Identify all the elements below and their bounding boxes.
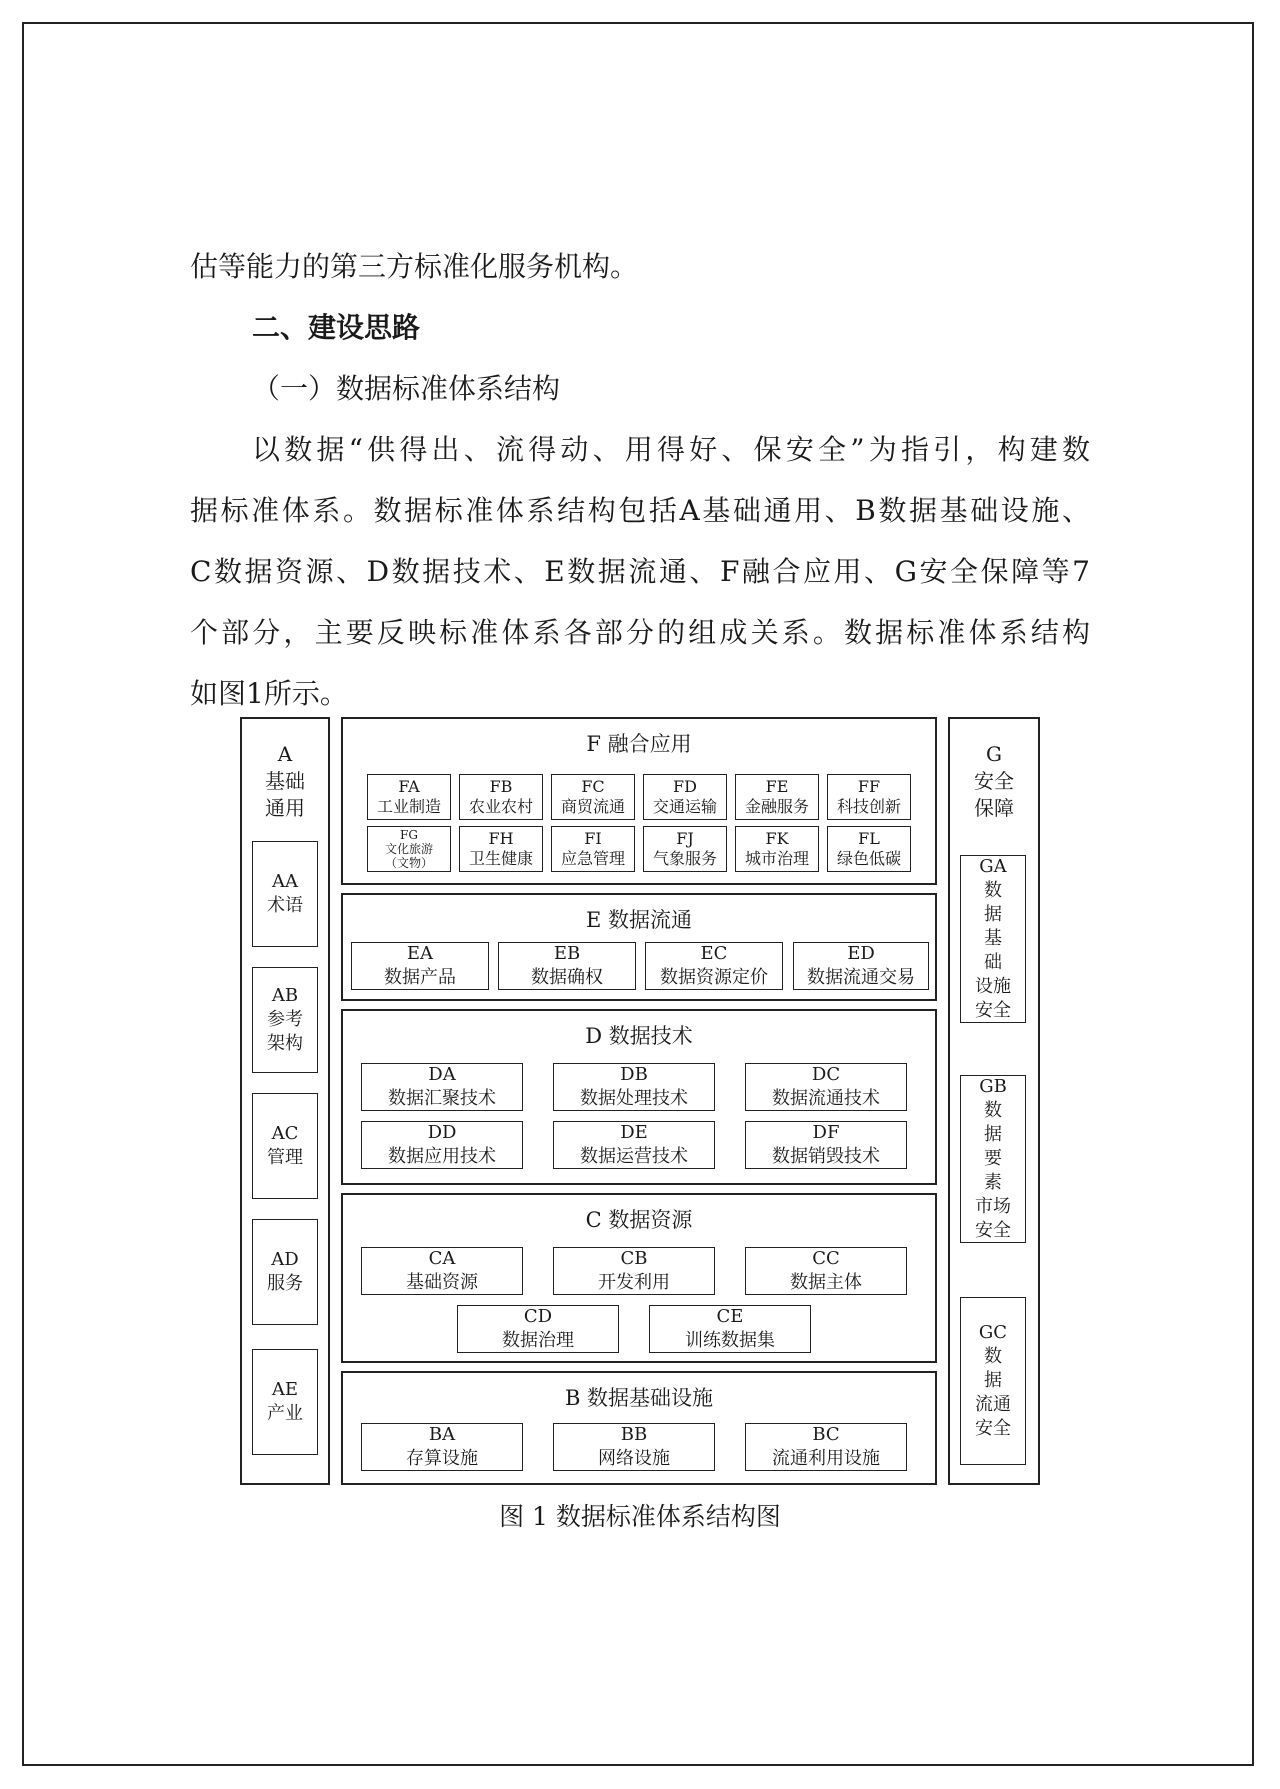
item-label: 数据主体 bbox=[790, 1272, 862, 1293]
section-e-title: E 数据流通 bbox=[585, 908, 692, 932]
item-ga bbox=[960, 855, 1026, 1023]
section-c-data-resources bbox=[341, 1193, 937, 1363]
item-ab bbox=[252, 967, 318, 1073]
item-label: 流通 bbox=[975, 1394, 1011, 1415]
f-item bbox=[643, 826, 727, 872]
section-g-title bbox=[950, 741, 1038, 822]
item-label: 工业制造 bbox=[376, 797, 441, 816]
f-item bbox=[367, 826, 451, 872]
figure-caption: 图 1 数据标准体系结构图 bbox=[499, 1502, 781, 1531]
section-c-title: C 数据资源 bbox=[585, 1208, 693, 1232]
paragraph-line: 估等能力的第三方标准化服务机构。 bbox=[190, 250, 639, 283]
item-dc bbox=[745, 1063, 907, 1111]
item-eb bbox=[498, 942, 636, 990]
item-bb bbox=[553, 1423, 715, 1471]
item-label: （文物） bbox=[384, 856, 433, 870]
item-da bbox=[361, 1063, 523, 1111]
item-code: FD bbox=[673, 777, 697, 796]
section-f-integrated-application bbox=[341, 717, 937, 885]
item-label: 数据汇聚技术 bbox=[388, 1088, 496, 1109]
item-df bbox=[745, 1121, 907, 1169]
item-label: 文化旅游 bbox=[384, 842, 433, 856]
f-item bbox=[735, 774, 819, 820]
item-label: 交通运输 bbox=[652, 797, 717, 816]
item-code: EC bbox=[700, 943, 728, 964]
item-code: CD bbox=[523, 1306, 553, 1327]
item-code: DC bbox=[811, 1064, 841, 1085]
item-code: DB bbox=[620, 1064, 648, 1085]
paragraph-line: C数据资源、D数据技术、E数据流通、F融合应用、G安全保障等7 bbox=[190, 555, 1090, 588]
section-heading: 二、建设思路 bbox=[252, 311, 421, 344]
section-b-title: B 数据基础设施 bbox=[564, 1386, 714, 1410]
section-e-data-circulation bbox=[341, 893, 937, 1001]
item-code: FG bbox=[400, 828, 418, 842]
title-line: A bbox=[277, 742, 293, 766]
f-item bbox=[827, 774, 911, 820]
item-label: 据 bbox=[984, 1370, 1002, 1391]
item-label: 基 bbox=[984, 928, 1002, 949]
item-ca bbox=[361, 1247, 523, 1295]
item-ad bbox=[252, 1219, 318, 1325]
item-code: CC bbox=[812, 1248, 840, 1269]
f-item bbox=[643, 774, 727, 820]
item-code: FC bbox=[581, 777, 605, 796]
item-code: DD bbox=[427, 1122, 457, 1143]
f-item bbox=[551, 774, 635, 820]
item-ae bbox=[252, 1349, 318, 1455]
item-label: 商贸流通 bbox=[560, 797, 625, 816]
item-label: 城市治理 bbox=[744, 849, 809, 868]
item-label: 设施 bbox=[975, 976, 1011, 997]
item-code: FF bbox=[857, 777, 881, 796]
item-code: EB bbox=[553, 943, 581, 964]
item-code: AA bbox=[272, 871, 298, 892]
item-dd bbox=[361, 1121, 523, 1169]
item-ce bbox=[649, 1305, 811, 1353]
item-label: 础 bbox=[984, 952, 1002, 973]
item-label: 参考 bbox=[267, 1009, 303, 1030]
item-db bbox=[553, 1063, 715, 1111]
item-label: 气象服务 bbox=[652, 849, 717, 868]
item-bc bbox=[745, 1423, 907, 1471]
item-code: CE bbox=[716, 1306, 744, 1327]
item-label: 网络设施 bbox=[598, 1448, 670, 1469]
title-line: 通用 bbox=[265, 796, 305, 820]
f-item bbox=[367, 774, 451, 820]
item-code: CB bbox=[620, 1248, 648, 1269]
item-cb bbox=[553, 1247, 715, 1295]
item-label: 安全 bbox=[975, 1220, 1011, 1241]
item-code: DA bbox=[428, 1064, 456, 1085]
item-label: 数据流通交易 bbox=[807, 967, 915, 988]
f-item bbox=[551, 826, 635, 872]
item-label: 市场 bbox=[975, 1196, 1011, 1217]
item-code: BA bbox=[428, 1424, 456, 1445]
item-code: ED bbox=[847, 943, 875, 964]
item-code: EA bbox=[406, 943, 434, 964]
item-code: DF bbox=[812, 1122, 840, 1143]
item-label: 数据流通技术 bbox=[772, 1088, 880, 1109]
item-label: 科技创新 bbox=[836, 797, 901, 816]
item-code: AC bbox=[271, 1123, 299, 1144]
item-label: 要 bbox=[984, 1148, 1002, 1169]
item-code: FI bbox=[584, 829, 602, 848]
item-label: 数据产品 bbox=[384, 967, 456, 988]
item-label: 农业农村 bbox=[468, 797, 533, 816]
item-aa bbox=[252, 841, 318, 947]
item-label: 服务 bbox=[267, 1273, 303, 1294]
item-ea bbox=[351, 942, 489, 990]
f-item bbox=[735, 826, 819, 872]
item-code: DE bbox=[620, 1122, 648, 1143]
paragraph-line: 如图1所示。 bbox=[190, 677, 348, 710]
item-label: 管理 bbox=[267, 1147, 303, 1168]
item-label: 数 bbox=[984, 1346, 1002, 1367]
f-item bbox=[459, 826, 543, 872]
section-b-data-infrastructure bbox=[341, 1371, 937, 1485]
item-cc bbox=[745, 1247, 907, 1295]
item-cd bbox=[457, 1305, 619, 1353]
item-label: 数据运营技术 bbox=[580, 1146, 688, 1167]
item-label: 数据治理 bbox=[502, 1330, 574, 1351]
item-code: AD bbox=[271, 1249, 299, 1270]
item-label: 数据资源定价 bbox=[660, 967, 768, 988]
item-code: AB bbox=[271, 985, 299, 1006]
item-code: FE bbox=[765, 777, 789, 796]
item-label: 开发利用 bbox=[598, 1272, 670, 1293]
item-label: 绿色低碳 bbox=[836, 849, 901, 868]
title-line: 安全 bbox=[974, 769, 1014, 793]
paragraph-line: 据标准体系。数据标准体系结构包括A基础通用、B数据基础设施、 bbox=[190, 494, 1090, 527]
section-a-basic-general bbox=[240, 717, 330, 1485]
f-item bbox=[459, 774, 543, 820]
paragraph-line: 个部分，主要反映标准体系各部分的组成关系。数据标准体系结构 bbox=[190, 616, 1090, 649]
item-label: 数据应用技术 bbox=[388, 1146, 496, 1167]
item-label: 产业 bbox=[267, 1403, 303, 1424]
section-g-security bbox=[948, 717, 1040, 1485]
paragraph-line: 以数据“供得出、流得动、用得好、保安全”为指引，构建数 bbox=[252, 433, 1090, 466]
item-label: 数据确权 bbox=[531, 967, 603, 988]
item-code: GC bbox=[978, 1322, 1008, 1343]
item-label: 架构 bbox=[267, 1033, 303, 1054]
standard-structure-diagram bbox=[240, 717, 1040, 1485]
item-label: 术语 bbox=[267, 895, 303, 916]
item-code: FJ bbox=[676, 829, 694, 848]
item-label: 数据处理技术 bbox=[580, 1088, 688, 1109]
item-gb bbox=[960, 1075, 1026, 1243]
item-label: 数据销毁技术 bbox=[772, 1146, 880, 1167]
item-label: 金融服务 bbox=[744, 797, 809, 816]
item-code: FH bbox=[488, 829, 514, 848]
item-label: 素 bbox=[984, 1172, 1002, 1193]
section-a-title bbox=[242, 741, 328, 822]
item-code: FA bbox=[398, 777, 420, 796]
item-code: FL bbox=[858, 829, 880, 848]
item-ac bbox=[252, 1093, 318, 1199]
title-line: 保障 bbox=[974, 796, 1014, 820]
item-label: 基础资源 bbox=[406, 1272, 478, 1293]
item-code: BB bbox=[620, 1424, 648, 1445]
section-d-title: D 数据技术 bbox=[585, 1024, 693, 1048]
item-code: AE bbox=[271, 1379, 299, 1400]
item-code: FK bbox=[765, 829, 789, 848]
item-code: FB bbox=[489, 777, 513, 796]
item-ed bbox=[793, 942, 929, 990]
item-code: BC bbox=[812, 1424, 840, 1445]
item-code: GA bbox=[979, 856, 1007, 877]
item-label: 流通利用设施 bbox=[772, 1448, 880, 1469]
item-label: 数 bbox=[984, 1100, 1002, 1121]
item-de bbox=[553, 1121, 715, 1169]
item-label: 据 bbox=[984, 904, 1002, 925]
item-ba bbox=[361, 1423, 523, 1471]
title-line: G bbox=[986, 742, 1002, 766]
item-label: 安全 bbox=[975, 1418, 1011, 1439]
section-f-title: F 融合应用 bbox=[586, 732, 692, 756]
item-label: 据 bbox=[984, 1124, 1002, 1145]
title-line: 基础 bbox=[265, 769, 305, 793]
item-label: 存算设施 bbox=[406, 1448, 478, 1469]
item-label: 安全 bbox=[975, 1000, 1011, 1021]
section-d-data-technology bbox=[341, 1009, 937, 1185]
item-label: 应急管理 bbox=[560, 849, 625, 868]
item-code: CA bbox=[428, 1248, 456, 1269]
item-ec bbox=[645, 942, 783, 990]
item-code: GB bbox=[979, 1076, 1007, 1097]
body-text bbox=[190, 236, 1090, 724]
item-label: 卫生健康 bbox=[468, 849, 533, 868]
item-gc bbox=[960, 1297, 1026, 1465]
item-label: 数 bbox=[984, 880, 1002, 901]
f-item bbox=[827, 826, 911, 872]
subsection-heading: （一）数据标准体系结构 bbox=[252, 372, 561, 405]
item-label: 训练数据集 bbox=[685, 1330, 775, 1351]
